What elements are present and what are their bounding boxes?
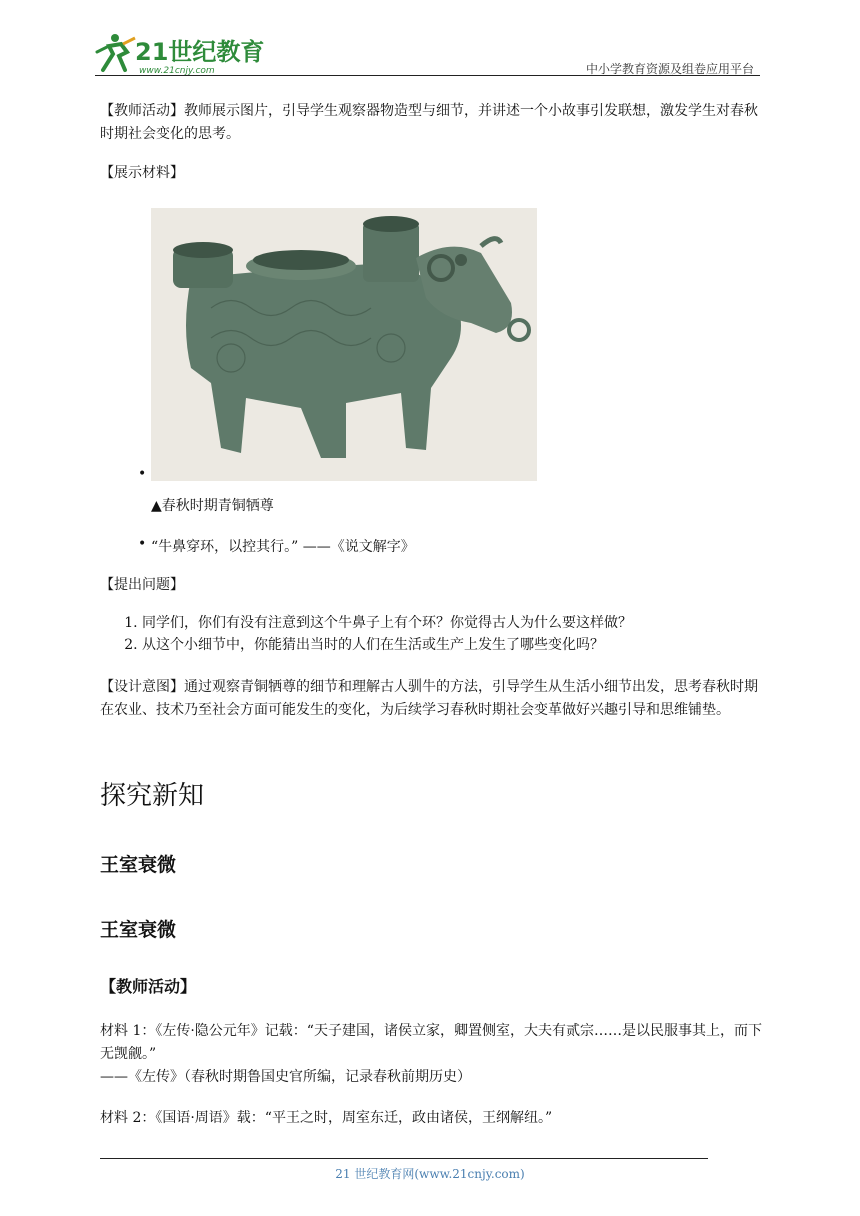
image-caption: ▲春秋时期青铜牺尊 [151,498,274,514]
teacher-activity-label: 【教师活动】 [100,977,197,996]
material-2: 材料 2：《国语·周语》载：“平王之时，周室东迁，政由诸侯，王纲解纽。” [100,1110,553,1126]
platform-name: 中小学教育资源及组卷应用平台 [585,62,754,76]
design-intent-paragraph: 【设计意图】通过观察青铜牺尊的细节和理解古人驯牛的方法，引导学生从生活小细节出发，思考春秋时期在农业、技术乃至社会方面可能发生的变化，为后续学习春秋时期社会变革做好兴趣引导和思维铺垫。 [100,679,758,718]
logo-icon [95,30,265,76]
list-item: 1. 同学们，你们有没有注意到这个牛鼻子上有个环？你觉得古人为什么要这样做？ [142,612,762,634]
page-header [95,30,760,78]
questions-list [100,612,762,656]
svg-text:www.21cnjy.com: www.21cnjy.com [139,66,215,76]
svg-text:21世纪教育: 21世纪教育 [135,38,265,66]
section-title: 探究新知 [100,781,205,811]
list-bullet: • [138,536,147,552]
show-material-label: 【展示材料】 [100,165,184,181]
header-divider [95,75,760,76]
questions-label: 【提出问题】 [100,577,184,593]
list-item: 2. 从这个小细节中，你能猜出当时的人们在生活或生产上发生了哪些变化吗？ [142,634,762,656]
footer-link[interactable]: 21 世纪教育网(www.21cnjy.com) [335,1167,525,1181]
teacher-activity-paragraph: 【教师活动】教师展示图片，引导学生观察器物造型与细节，并讲述一个小故事引发联想，激发学生对春秋时期社会变化的思考。 [100,103,758,142]
subsection-title: 王室衰微 [100,919,177,941]
material-1: 材料 1：《左传·隐公元年》记载：“天子建国，诸侯立家，卿置侧室，大夫有贰宗……是以民服事其上，而下无觊觎。” [100,1023,762,1062]
material-1-source: ——《左传》（春秋时期鲁国史官所编，记录春秋前期历史） [100,1069,471,1085]
quote-text: “牛鼻穿环，以控其行。” ——《说文解字》 [151,539,415,555]
bronze-ox-zun-photo [151,208,537,481]
subsection-title: 王室衰微 [100,854,177,876]
list-bullet: • [138,466,147,482]
footer-divider [100,1158,708,1159]
